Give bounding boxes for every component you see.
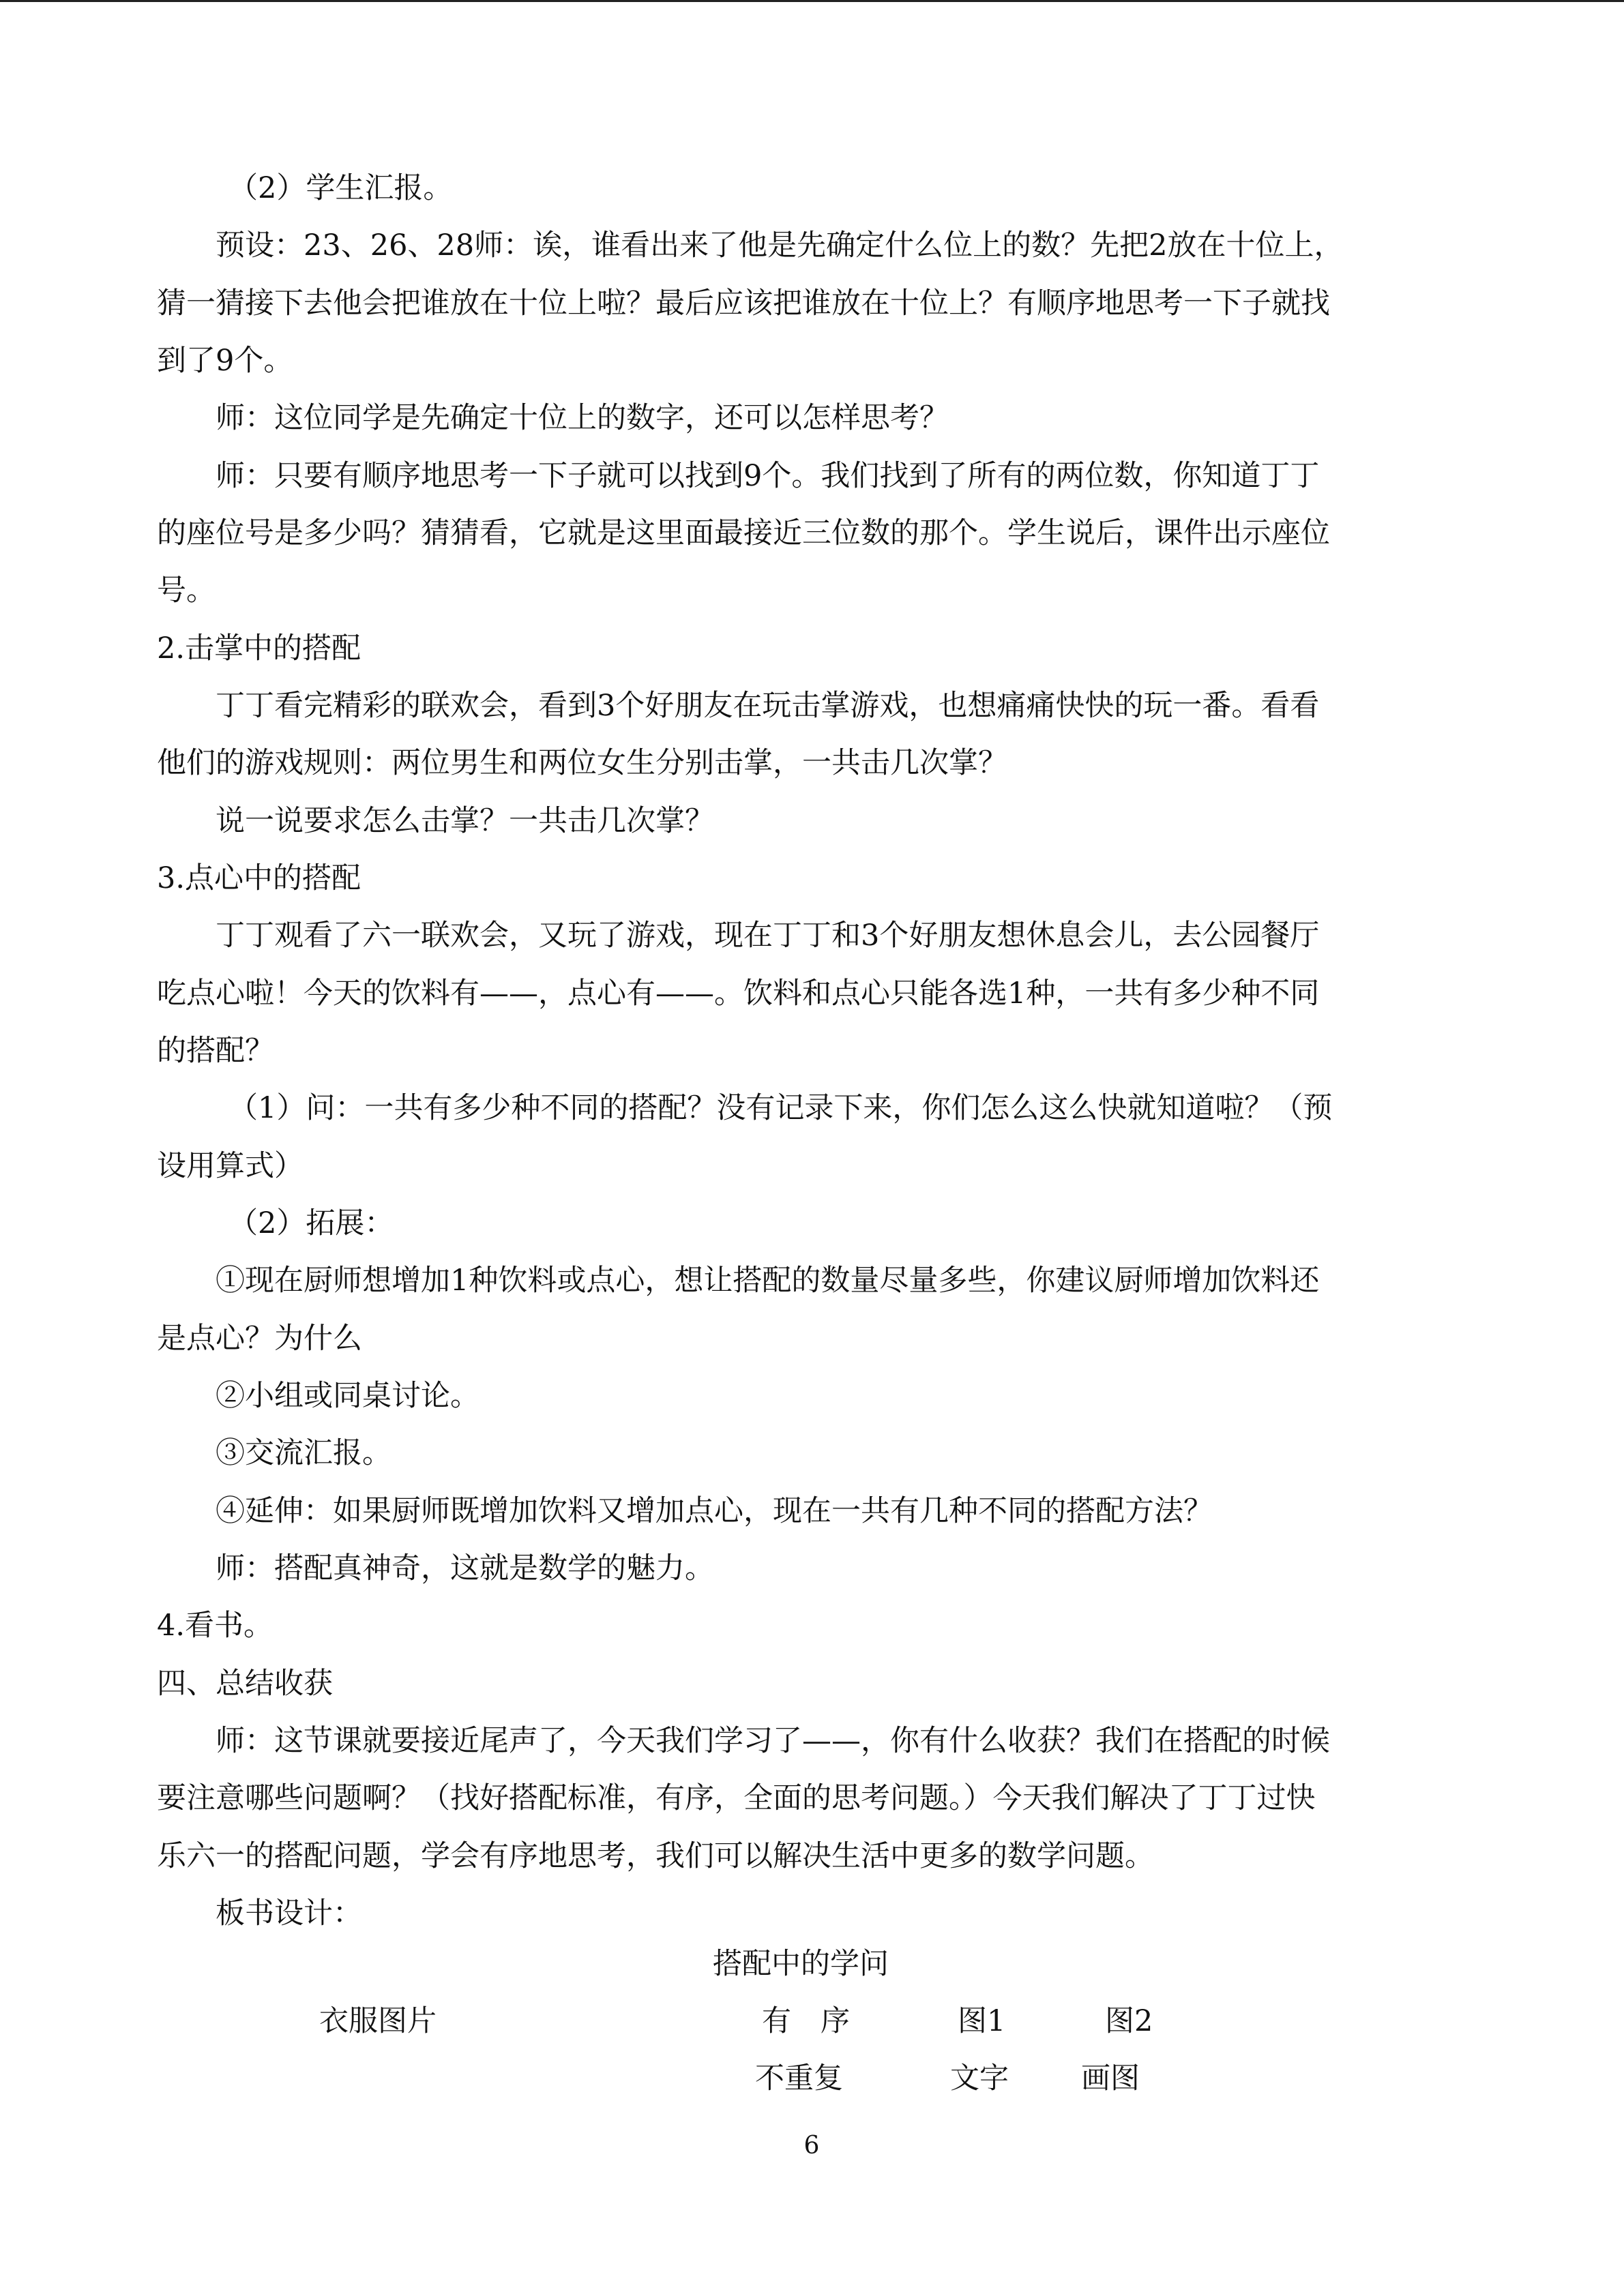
paragraph-line: 的座位号是多少吗？猜猜看，它就是这里面最接近三位数的那个。学生说后，课件出示座位 (157, 516, 1330, 550)
section-heading: 4.看书。 (157, 1609, 274, 1643)
section-heading: 四、总结收获 (157, 1667, 333, 1701)
top-border-line (0, 0, 1624, 2)
section-heading: 2.击掌中的搭配 (157, 631, 361, 666)
paragraph-line: 他们的游戏规则：两位男生和两位女生分别击掌，一共击几次掌？ (157, 746, 1007, 780)
paragraph-line: 预设：23、26、28师：诶，谁看出来了他是先确定什么位上的数？先把2放在十位上， (216, 228, 1344, 263)
paragraph-line: 设用算式） (157, 1149, 304, 1183)
paragraph-line: 的搭配？ (157, 1034, 274, 1068)
paragraph-line: 丁丁看完精彩的联欢会，看到3个好朋友在玩击掌游戏，也想痛痛快快的玩一番。看看 (216, 689, 1320, 723)
board-no-repeat-label: 不重复 (755, 2061, 843, 2096)
page-number: 6 (803, 2132, 820, 2160)
board-ordered-label: 有 序 (762, 2004, 850, 2038)
paragraph-line: 师：这节课就要接近尾声了，今天我们学习了——，你有什么收获？我们在搭配的时候 (216, 1724, 1330, 1758)
paragraph-line: 是点心？为什么 (157, 1322, 362, 1356)
board-clothes-label: 衣服图片 (319, 2004, 437, 2038)
paragraph-line: 板书设计： (216, 1896, 362, 1930)
paragraph-line: 吃点心啦！今天的饮料有——，点心有——。饮料和点心只能各选1种，一共有多少种不同 (157, 976, 1320, 1011)
paragraph-line: ①现在厨师想增加1种饮料或点心，想让搭配的数量尽量多些，你建议厨师增加饮料还 (216, 1264, 1320, 1298)
paragraph-line: ②小组或同桌讨论。 (216, 1379, 479, 1413)
paragraph-line: （2）学生汇报。 (228, 171, 453, 205)
paragraph-line: （1）问：一共有多少种不同的搭配？没有记录下来，你们怎么这么快就知道啦？（预 (228, 1091, 1333, 1125)
paragraph-line: 说一说要求怎么击掌？一共击几次掌？ (216, 804, 714, 838)
paragraph-line: （2）拓展： (228, 1206, 394, 1240)
paragraph-line: 丁丁观看了六一联欢会，又玩了游戏，现在丁丁和3个好朋友想休息会儿，去公园餐厅 (216, 919, 1320, 953)
board-drawing-label: 画图 (1081, 2061, 1140, 2096)
paragraph-line: 师：搭配真神奇，这就是数学的魅力。 (216, 1551, 714, 1585)
board-title: 搭配中的学问 (713, 1947, 889, 1981)
section-heading: 3.点心中的搭配 (157, 861, 361, 895)
board-text-label: 文字 (950, 2061, 1009, 2096)
paragraph-line: 乐六一的搭配问题，学会有序地思考，我们可以解决生活中更多的数学问题。 (157, 1839, 1154, 1873)
paragraph-line: 到了9个。 (157, 344, 293, 378)
paragraph-line: 猜一猜接下去他会把谁放在十位上啦？最后应该把谁放在十位上？有顺序地思考一下子就找 (157, 286, 1330, 320)
paragraph-line: 师：只要有顺序地思考一下子就可以找到9个。我们找到了所有的两位数，你知道丁丁 (216, 459, 1320, 493)
board-figure-1-label: 图1 (958, 2004, 1006, 2038)
paragraph-line: ③交流汇报。 (216, 1436, 392, 1470)
paragraph-line: 号。 (157, 573, 216, 608)
paragraph-line: ④延伸：如果厨师既增加饮料又增加点心，现在一共有几种不同的搭配方法？ (216, 1494, 1213, 1528)
board-figure-2-label: 图2 (1105, 2004, 1153, 2038)
paragraph-line: 师：这位同学是先确定十位上的数字，还可以怎样思考？ (216, 401, 949, 435)
paragraph-line: 要注意哪些问题啊？（找好搭配标准，有序，全面的思考问题。）今天我们解决了丁丁过快 (157, 1781, 1316, 1815)
